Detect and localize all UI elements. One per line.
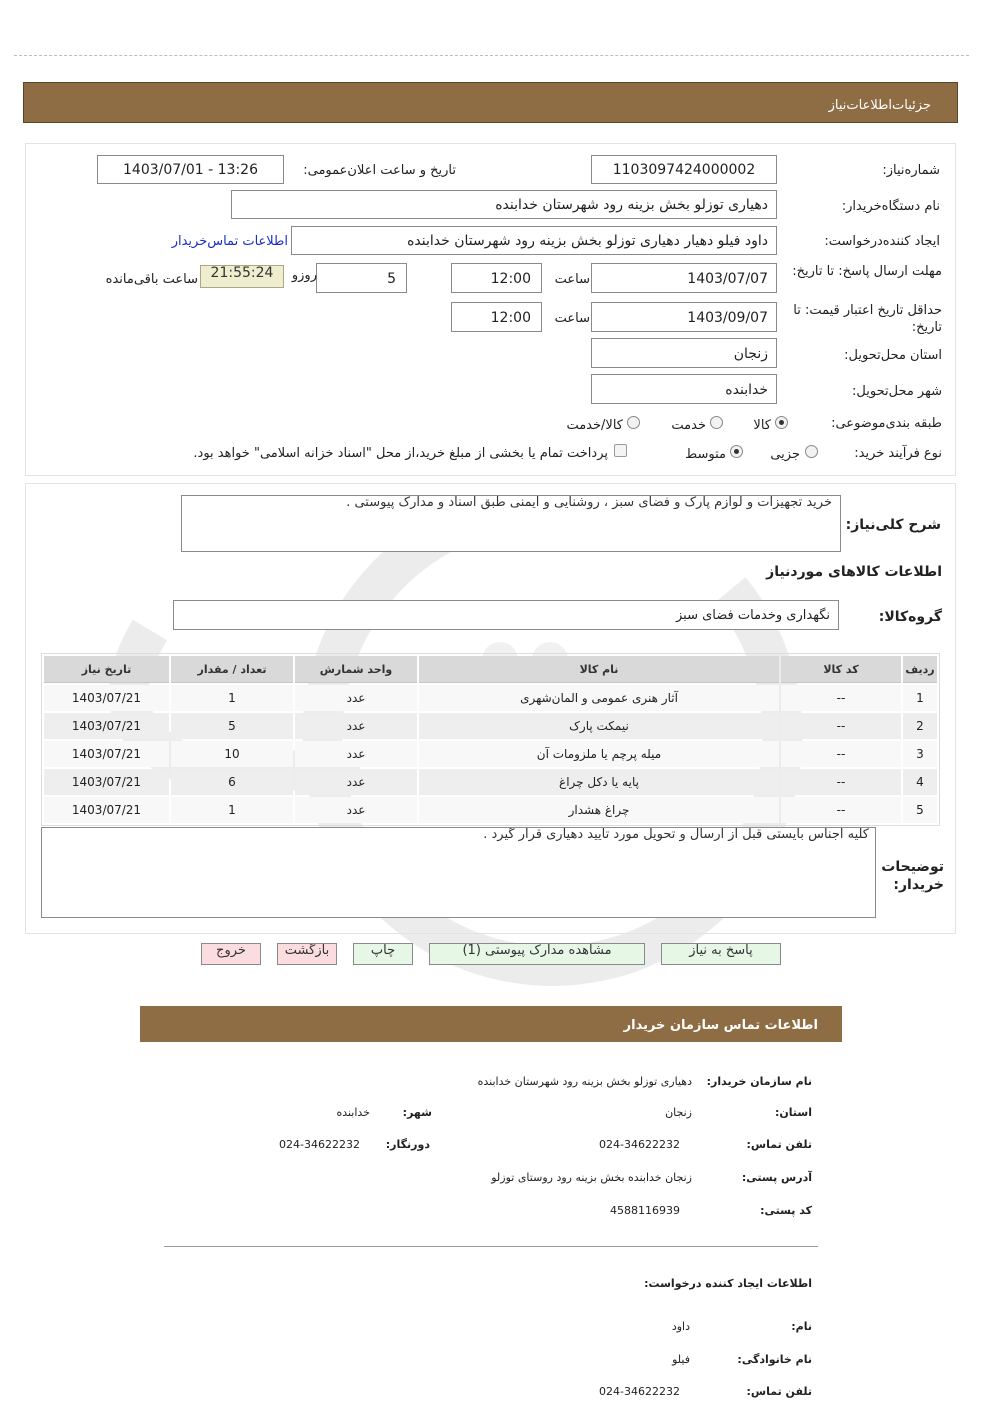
cell-date: 1403/07/21 [44,713,169,739]
contact-city-label: شهر: [402,1106,432,1119]
cell-name: میله پرچم یا ملزومات آن [419,741,779,767]
contact-phone-label: تلفن تماس: [746,1138,812,1151]
need-number-label: شماره‌نیاز: [882,163,940,178]
countdown-timer: 21:55:24 [200,265,284,288]
contact-city-value: خدابنده [336,1106,370,1119]
cell-name: آثار هنری عمومی و المان‌شهری [419,685,779,711]
announce-date-label: تاریخ و ساعت اعلان‌عمومی: [303,163,456,178]
announce-date-field: 1403/07/01 - 13:26 [97,155,284,184]
col-name: نام کالا [419,656,779,683]
org-name-value: دهیاری توزلو بخش بزینه رود شهرستان خدابنده [477,1075,692,1088]
col-code: کد کالا [781,656,901,683]
cell-name: چراغ هشدار [419,797,779,823]
description-field: خرید تجهیزات و لوازم پارک و فضای سبز ، روشنایی و ایمنی طبق اسناد و مدارک پیوستی . [181,495,841,552]
treasury-note: پرداخت تمام یا بخشی از مبلغ خرید،از محل "اسناد خزانه اسلامی" خواهد بود. [193,446,608,461]
page-title: جزئیات‌اطلاعات‌نیاز [828,98,931,113]
contact-address-value: زنجان خدابنده بخش بزینه رود روستای توزلو [491,1171,692,1184]
cell-code: -- [781,741,901,767]
buyer-org-label: نام دستگاه‌خریدار: [841,199,940,214]
process-medium-radio[interactable] [730,445,743,458]
contact-fax-label: دورنگار: [385,1138,430,1151]
goods-table [42,654,939,825]
category-service-radio[interactable] [710,416,723,429]
table-row [44,797,937,823]
process-minor-label: جزیی [770,447,800,462]
creator-info-title: اطلاعات ایجاد کننده درخواست: [644,1277,812,1290]
creator-phone-label: تلفن تماس: [746,1385,812,1398]
contact-postal-value: 4588116939 [610,1204,680,1217]
category-label: طبقه بندی‌موضوعی: [831,416,942,431]
buyer-org-field: دهیاری توزلو بخش بزینه رود شهرستان خدابنده [231,190,777,219]
city-label: شهر محل‌تحویل: [852,384,942,399]
cell-row: 2 [903,713,937,739]
table-row [44,713,937,739]
contact-address-label: آدرس پستی: [741,1171,812,1184]
process-label: نوع فرآیند خرید: [854,446,942,461]
goods-table-wrap [41,653,940,826]
cell-row: 3 [903,741,937,767]
treasury-checkbox[interactable] [614,444,627,457]
cell-unit: عدد [295,713,417,739]
cell-row: 1 [903,685,937,711]
page-header [23,82,958,123]
category-service-label: خدمت [671,418,706,433]
cell-date: 1403/07/21 [44,685,169,711]
contact-postal-label: کد پستی: [760,1204,812,1217]
cell-date: 1403/07/21 [44,741,169,767]
cell-unit: عدد [295,741,417,767]
cell-date: 1403/07/21 [44,769,169,795]
creator-label: ایجاد کننده‌درخواست: [824,234,940,249]
province-label: استان محل‌تحویل: [844,348,942,363]
buyer-notes-field: کلیه اجناس بایستی قبل از ارسال و تحویل مورد تایید دهیاری قرار گیرد . [41,827,876,918]
validity-time-field: 12:00 [451,302,542,332]
cell-unit: عدد [295,769,417,795]
cell-code: -- [781,769,901,795]
buyer-contact-link[interactable]: اطلاعات تماس‌خریدار [171,234,288,249]
cell-unit: عدد [295,797,417,823]
category-goods-label: کالا [753,418,771,433]
need-number-field: 1103097424000002 [591,155,777,184]
cell-row: 4 [903,769,937,795]
description-label: شرح کلی‌نیاز: [845,517,941,533]
cell-date: 1403/07/21 [44,797,169,823]
cell-code: -- [781,713,901,739]
deadline-time-field: 12:00 [451,263,542,293]
category-goods-radio[interactable] [775,416,788,429]
category-both-label: کالا/خدمت [566,418,623,433]
table-row [44,685,937,711]
creator-name-value: داود [671,1320,690,1333]
col-date: تاریخ نیاز [44,656,169,683]
cell-name: پایه یا دکل چراغ [419,769,779,795]
cell-name: نیمکت پارک [419,713,779,739]
buyer-notes-label: توضیحات خریدار: [881,859,944,893]
creator-family-label: نام خانوادگی: [737,1353,812,1366]
validity-date-field: 1403/09/07 [591,302,777,332]
days-remaining-field: 5 [316,263,407,293]
province-field: زنجان [591,338,777,368]
cell-qty: 1 [171,797,293,823]
deadline-date-field: 1403/07/07 [591,263,777,293]
days-label: روزو [291,268,317,283]
creator-phone-value: 024-34622232 [599,1385,680,1398]
attachments-button[interactable]: مشاهده مدارک پیوستی (1) [429,943,645,965]
remaining-label: ساعت باقی‌مانده [105,272,198,287]
cell-qty: 5 [171,713,293,739]
validity-label: حداقل تاریخ اعتبار قیمت: تا تاریخ: [793,303,942,335]
goods-group-label: گروه‌کالا: [878,609,942,625]
cell-unit: عدد [295,685,417,711]
print-button[interactable]: چاپ [353,943,413,965]
org-name-label: نام سازمان خریدار: [706,1075,812,1088]
creator-name-label: نام: [791,1320,812,1333]
col-qty: تعداد / مقدار [171,656,293,683]
back-button[interactable]: بازگشت [277,943,337,965]
cell-qty: 6 [171,769,293,795]
cell-code: -- [781,797,901,823]
category-both-radio[interactable] [627,416,640,429]
buyer-contact-title: اطلاعات تماس سازمان خریدار [623,1018,818,1033]
cell-qty: 1 [171,685,293,711]
cell-qty: 10 [171,741,293,767]
goods-info-title: اطلاعات کالاهای مورد‌نیاز [766,564,942,580]
contact-phone-value: 024-34622232 [599,1138,680,1151]
contact-divider [164,1246,818,1247]
table-row [44,769,937,795]
col-row: ردیف [903,656,937,683]
contact-province-value: زنجان [665,1106,692,1119]
goods-group-field: نگهداری وخدمات فضای سبز [173,600,839,630]
deadline-label: مهلت ارسال پاسخ: تا تاریخ: [792,264,942,279]
exit-button[interactable]: خروج [201,943,261,965]
table-row [44,741,937,767]
creator-family-value: فیلو [672,1353,690,1366]
top-divider [14,55,969,56]
col-unit: واحد شمارش [295,656,417,683]
process-medium-label: متوسط [685,447,726,462]
reply-button[interactable]: پاسخ به نیاز [661,943,781,965]
goods-table-header [44,656,937,683]
cell-code: -- [781,685,901,711]
creator-field: داود فیلو دهیار دهیاری توزلو بخش بزینه رود شهرستان خدابنده [291,226,777,255]
process-minor-radio[interactable] [805,445,818,458]
deadline-time-label: ساعت [554,272,590,287]
cell-row: 5 [903,797,937,823]
validity-time-label: ساعت [554,311,590,326]
city-field: خدابنده [591,374,777,404]
buyer-contact-header [140,1006,842,1042]
contact-fax-value: 024-34622232 [279,1138,360,1151]
contact-province-label: استان: [775,1106,812,1119]
